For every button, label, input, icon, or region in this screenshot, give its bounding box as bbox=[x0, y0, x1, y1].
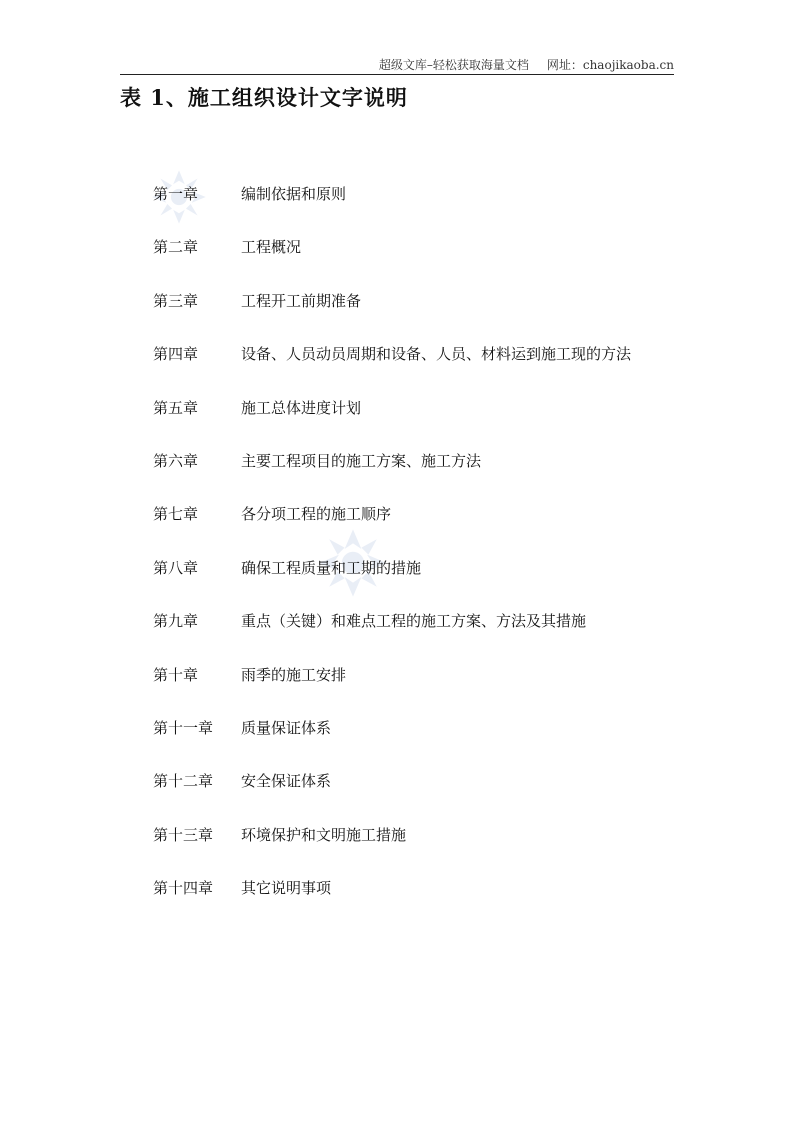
toc-item bbox=[153, 821, 631, 874]
chapter-number: 第四章 bbox=[153, 345, 199, 364]
chapter-title: 施工总体进度计划 bbox=[241, 398, 362, 417]
chapter-number: 第七章 bbox=[153, 505, 199, 524]
toc-item bbox=[153, 767, 631, 820]
chapter-title: 环境保护和文明施工措施 bbox=[241, 825, 407, 844]
chapter-title: 编制依据和原则 bbox=[241, 185, 347, 203]
chapter-number: 第六章 bbox=[153, 451, 199, 470]
toc-item bbox=[153, 287, 631, 340]
chapter-number: 第十二章 bbox=[153, 772, 214, 791]
chapter-title: 其它说明事项 bbox=[241, 879, 332, 898]
chapter-title: 设备、人员动员周期和设备、人员、材料运到施工现的方法 bbox=[241, 345, 632, 364]
toc-item bbox=[153, 714, 631, 767]
page-header bbox=[120, 56, 674, 75]
toc-item bbox=[153, 394, 631, 447]
chapter-number: 第十三章 bbox=[153, 825, 214, 844]
chapter-title: 安全保证体系 bbox=[241, 772, 332, 791]
toc-item bbox=[153, 447, 631, 500]
chapter-number: 第十四章 bbox=[153, 879, 214, 898]
chapter-number: 第三章 bbox=[153, 291, 199, 310]
toc-item bbox=[153, 554, 631, 607]
chapter-title: 确保工程质量和工期的措施 bbox=[241, 558, 422, 577]
table-of-contents bbox=[153, 180, 631, 927]
toc-item bbox=[153, 661, 631, 714]
header-url-text: 网址：chaojikaoba.cn bbox=[546, 58, 674, 72]
chapter-number: 第十一章 bbox=[153, 718, 214, 737]
toc-item bbox=[153, 874, 631, 927]
page-title: 表 1、施工组织设计文字说明 bbox=[120, 85, 408, 110]
toc-item bbox=[153, 607, 631, 660]
toc-item bbox=[153, 180, 631, 233]
toc-item bbox=[153, 500, 631, 553]
chapter-number: 第十章 bbox=[153, 665, 199, 684]
chapter-title: 雨季的施工安排 bbox=[241, 665, 347, 684]
chapter-title: 质量保证体系 bbox=[241, 718, 332, 737]
chapter-title: 工程概况 bbox=[241, 238, 302, 257]
chapter-number: 第五章 bbox=[153, 398, 199, 417]
chapter-number: 第九章 bbox=[153, 612, 199, 631]
chapter-number: 第二章 bbox=[153, 238, 199, 257]
chapter-title: 工程开工前期准备 bbox=[241, 291, 362, 310]
chapter-title: 主要工程项目的施工方案、施工方法 bbox=[241, 451, 482, 470]
header-site-text: 超级文库–轻松获取海量文档 bbox=[378, 58, 529, 72]
toc-item bbox=[153, 340, 631, 393]
chapter-number: 第八章 bbox=[153, 558, 199, 577]
toc-item bbox=[153, 233, 631, 286]
chapter-title: 重点（关键）和难点工程的施工方案、方法及其措施 bbox=[241, 612, 587, 631]
chapter-title: 各分项工程的施工顺序 bbox=[241, 505, 392, 524]
chapter-number: 第一章 bbox=[153, 185, 199, 203]
